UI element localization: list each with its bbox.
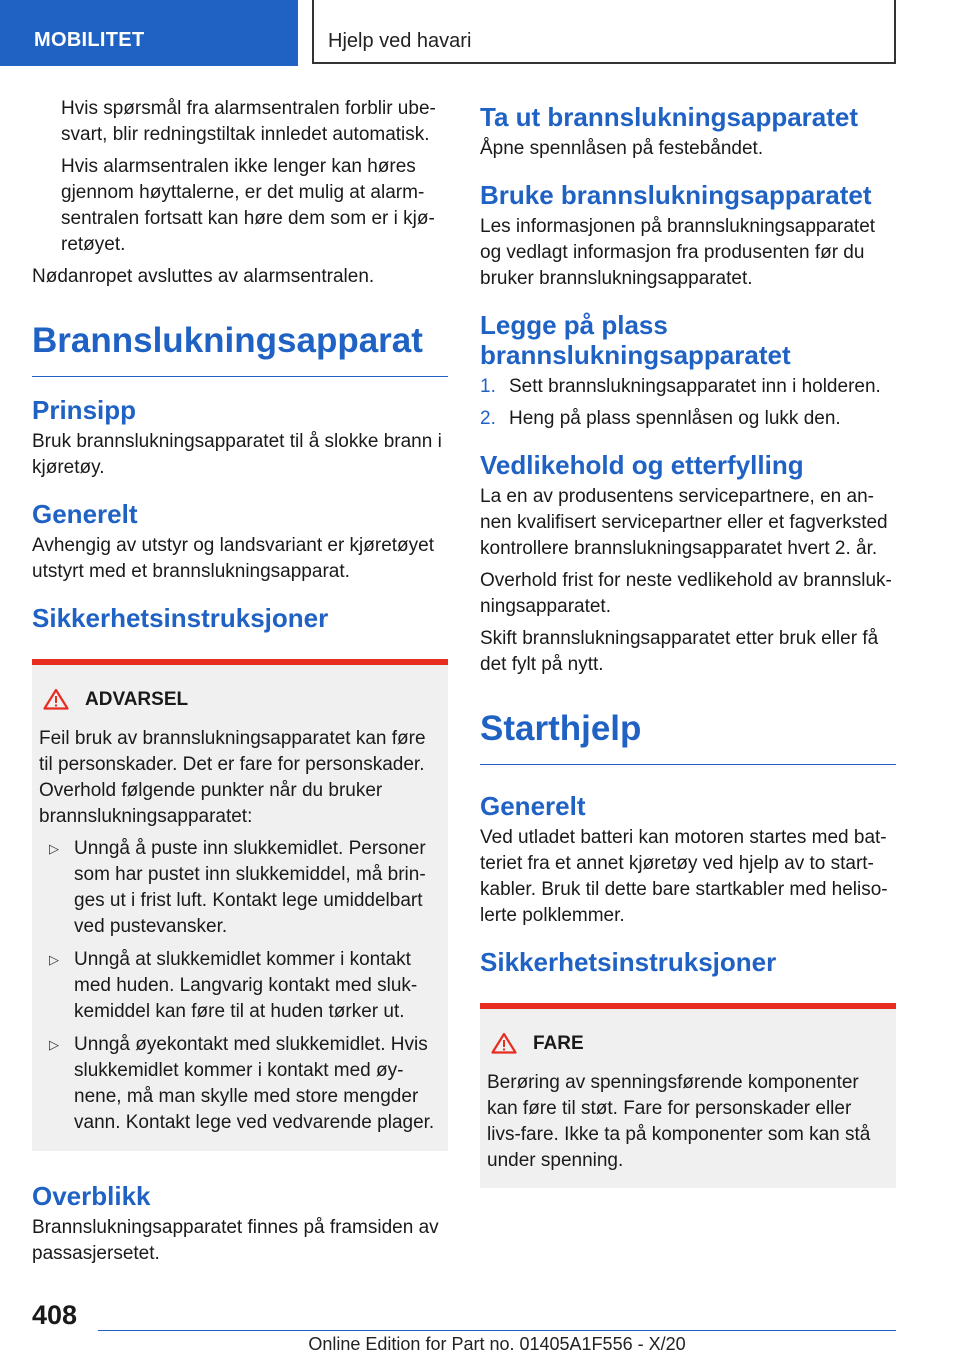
bullet-triangle-icon: ▷ bbox=[49, 952, 59, 967]
warning-text: Feil bruk av brannslukningsapparatet kan føre til personskader. Det er fare for personskader. Overhold følgende punkter når du bruker brannslukningsapparatet: bbox=[39, 728, 426, 827]
maintenance-text: Overhold frist for neste vedlikehold av brannsluk-ningsapparatet. bbox=[480, 570, 892, 617]
list-item: ▷ Unngå å puste inn slukkemidlet. Personer som har pustet inn slukkemiddel, må brin-ges ut i frist luft. Kontakt lege umiddelbart ved pustevansker. bbox=[49, 838, 426, 937]
danger-text: Berøring av spenningsførende komponenter kan føre til støt. Fare for personskader eller livs-fare. Ikke ta på komponenter som kan stå under spenning. bbox=[487, 1072, 871, 1171]
list-item: ▷ Unngå at slukkemidlet kommer i kontakt med huden. Langvarig kontakt med sluk-kemiddel kan føre til at huden tørker ut. bbox=[49, 949, 418, 1022]
section-title-jumpstart: Starthjelp bbox=[480, 708, 896, 765]
heading-principle: Prinsipp bbox=[32, 395, 137, 425]
warning-list bbox=[39, 836, 441, 1136]
danger-label: FARE bbox=[533, 1033, 584, 1054]
maintenance-text: Skift brannslukningsapparatet etter bruk eller få det fylt på nytt. bbox=[480, 628, 879, 675]
list-item: 2. Heng på plass spennlåsen og lukk den. bbox=[480, 408, 841, 429]
footer-edition: Online Edition for Part no. 01405A1F556 - X/20 bbox=[308, 1334, 686, 1354]
page-header bbox=[0, 0, 960, 66]
intro-paragraph: Hvis spørsmål fra alarmsentralen forblir ube-svart, blir redningstiltak innledet automatisk. bbox=[61, 98, 436, 145]
footer-divider bbox=[98, 1330, 896, 1331]
warning-label: ADVARSEL bbox=[85, 689, 189, 710]
overview-text: Brannslukningsapparatet finnes på framsiden av passasjersetet. bbox=[32, 1217, 439, 1264]
warning-box bbox=[32, 659, 448, 1151]
heading-maintenance: Vedlikehold og etterfylling bbox=[480, 450, 804, 480]
list-item: ▷ Unngå øyekontakt med slukkemidlet. Hvis slukkemidlet kommer i kontakt med øy-nene, må man skylle med store mengder vann. Kontakt lege ved vedvarende plager. bbox=[49, 1034, 435, 1133]
general-text: Avhengig av utstyr og landsvariant er kjøretøyet utstyrt med et brannslukningsapparat. bbox=[32, 535, 435, 582]
heading-safety: Sikkerhetsinstruksjoner bbox=[480, 947, 777, 977]
heading-general: Generelt bbox=[480, 791, 586, 821]
heading-place: Legge på plass brannslukningsapparatet bbox=[480, 310, 791, 370]
warning-triangle-icon bbox=[491, 1032, 519, 1062]
end-call-paragraph: Nødanropet avsluttes av alarmsentralen. bbox=[32, 266, 375, 287]
principle-text: Bruk brannslukningsapparatet til å slokke brann i kjøretøy. bbox=[32, 431, 442, 478]
danger-box bbox=[480, 1003, 896, 1188]
heading-safety: Sikkerhetsinstruksjoner bbox=[32, 603, 329, 633]
page-number: 408 bbox=[32, 1300, 78, 1330]
heading-use: Bruke brannslukningsapparatet bbox=[480, 180, 872, 210]
warning-triangle-icon bbox=[43, 688, 71, 718]
heading-general: Generelt bbox=[32, 499, 138, 529]
heading-overview: Overblikk bbox=[32, 1181, 151, 1211]
remove-text: Åpne spennlåsen på festebåndet. bbox=[480, 138, 764, 159]
danger-header bbox=[487, 1031, 889, 1062]
intro-paragraph: Hvis alarmsentralen ikke lenger kan høres gjennom høyttalerne, er det mulig at alarm-sentralen fortsatt kan høre dem som er i kjø-retøyet. bbox=[61, 156, 435, 255]
place-steps bbox=[480, 374, 896, 432]
bullet-triangle-icon: ▷ bbox=[49, 841, 59, 856]
list-item: 1. Sett brannslukningsapparatet inn i holderen. bbox=[480, 376, 881, 397]
maintenance-text: La en av produsentens servicepartnere, en an-nen kvalifisert servicepartner eller et fagverksted kontrollere brannslukningsapparatet hvert 2. år. bbox=[480, 486, 888, 559]
warning-header bbox=[39, 687, 441, 718]
general-text: Ved utladet batteri kan motoren startes med bat-teriet fra et annet kjøretøy ved hjelp av to start-kabler. Bruk til dette bare startkabler med heliso-lerte polklemmer. bbox=[480, 827, 888, 926]
heading-remove: Ta ut brannslukningsapparatet bbox=[480, 102, 859, 132]
bullet-triangle-icon: ▷ bbox=[49, 1037, 59, 1052]
left-column bbox=[32, 96, 448, 1273]
chapter-tab: Hjelp ved havari bbox=[312, 0, 896, 64]
right-column bbox=[480, 96, 896, 1188]
section-title-extinguisher: Brannslukningsapparat bbox=[32, 320, 448, 377]
use-text: Les informasjonen på brannslukningsapparatet og vedlagt informasjon fra produsenten før du bruker brannslukningsapparatet. bbox=[480, 216, 876, 289]
section-tab: MOBILITET bbox=[0, 0, 298, 66]
